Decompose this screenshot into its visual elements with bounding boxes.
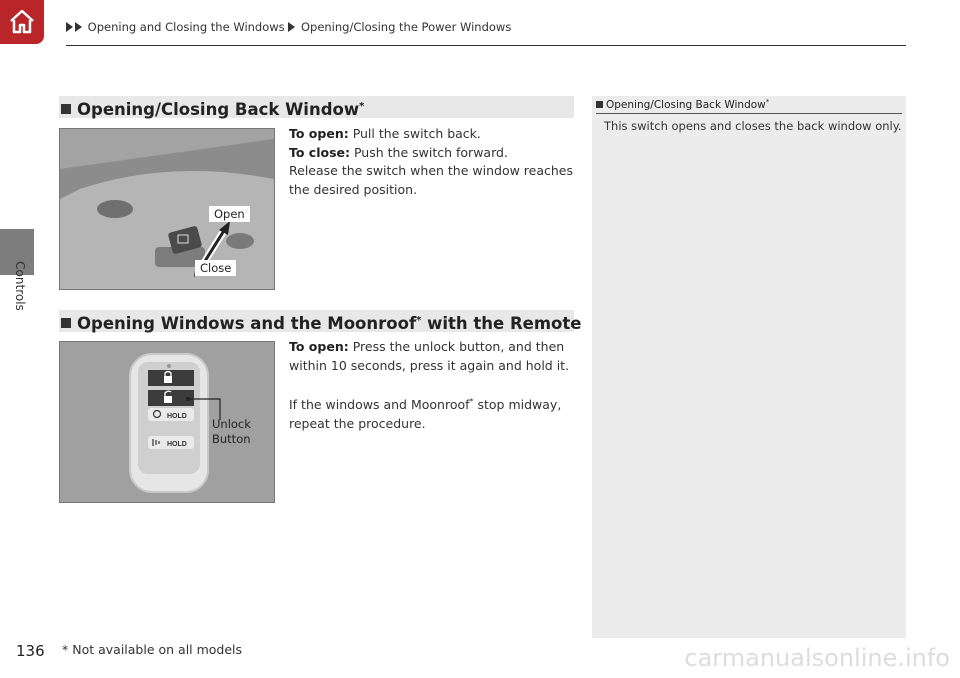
close-label: Close [195,260,236,276]
square-bullet-icon [596,101,603,108]
home-icon [7,6,37,36]
section-header-back-window [59,96,574,118]
section-header-remote: Opening Windows and the Moonroof* with the Remote [59,310,574,332]
hold-label-1: HOLD [167,413,187,420]
breadcrumb-current: Opening/Closing the Power Windows [300,20,512,34]
open-label: Open [209,206,250,222]
header-divider [66,45,906,46]
breadcrumb-link-windows[interactable]: Opening and Closing the Windows [87,20,285,34]
square-bullet-icon [61,318,71,328]
back-window-instructions: To open: Pull the switch back. To close: Push the switch forward. Release the switch when the window reaches the desired position. [289,126,574,197]
triangle-bullet-icon [75,22,82,32]
watermark: carmanualsonline.info [684,644,950,672]
page-number: 136 [16,642,45,660]
chapter-label: Controls [13,261,27,311]
breadcrumb [66,20,511,34]
unlock-button-callout: Unlock Button [212,417,251,446]
square-bullet-icon [61,104,71,114]
side-note-body: This switch opens and closes the back window only. [604,119,902,133]
side-note-divider [596,113,902,114]
asterisk-mark: * [359,101,365,112]
side-note-panel [592,96,906,638]
remote-instructions: To open: Press the unlock button, and then within 10 seconds, press it again and hold it. If the windows and Moonroof* stop midway, repeat the procedure. [289,339,570,431]
triangle-bullet-icon [288,22,295,32]
home-button[interactable] [0,0,44,44]
asterisk-mark: * [416,315,422,326]
triangle-bullet-icon [66,22,73,32]
section-title: Opening/Closing Back Window [77,100,360,119]
footnote: * Not available on all models [62,642,243,657]
hold-label-2: HOLD [167,441,187,448]
side-note-title: Opening/Closing Back Window* [596,98,769,111]
